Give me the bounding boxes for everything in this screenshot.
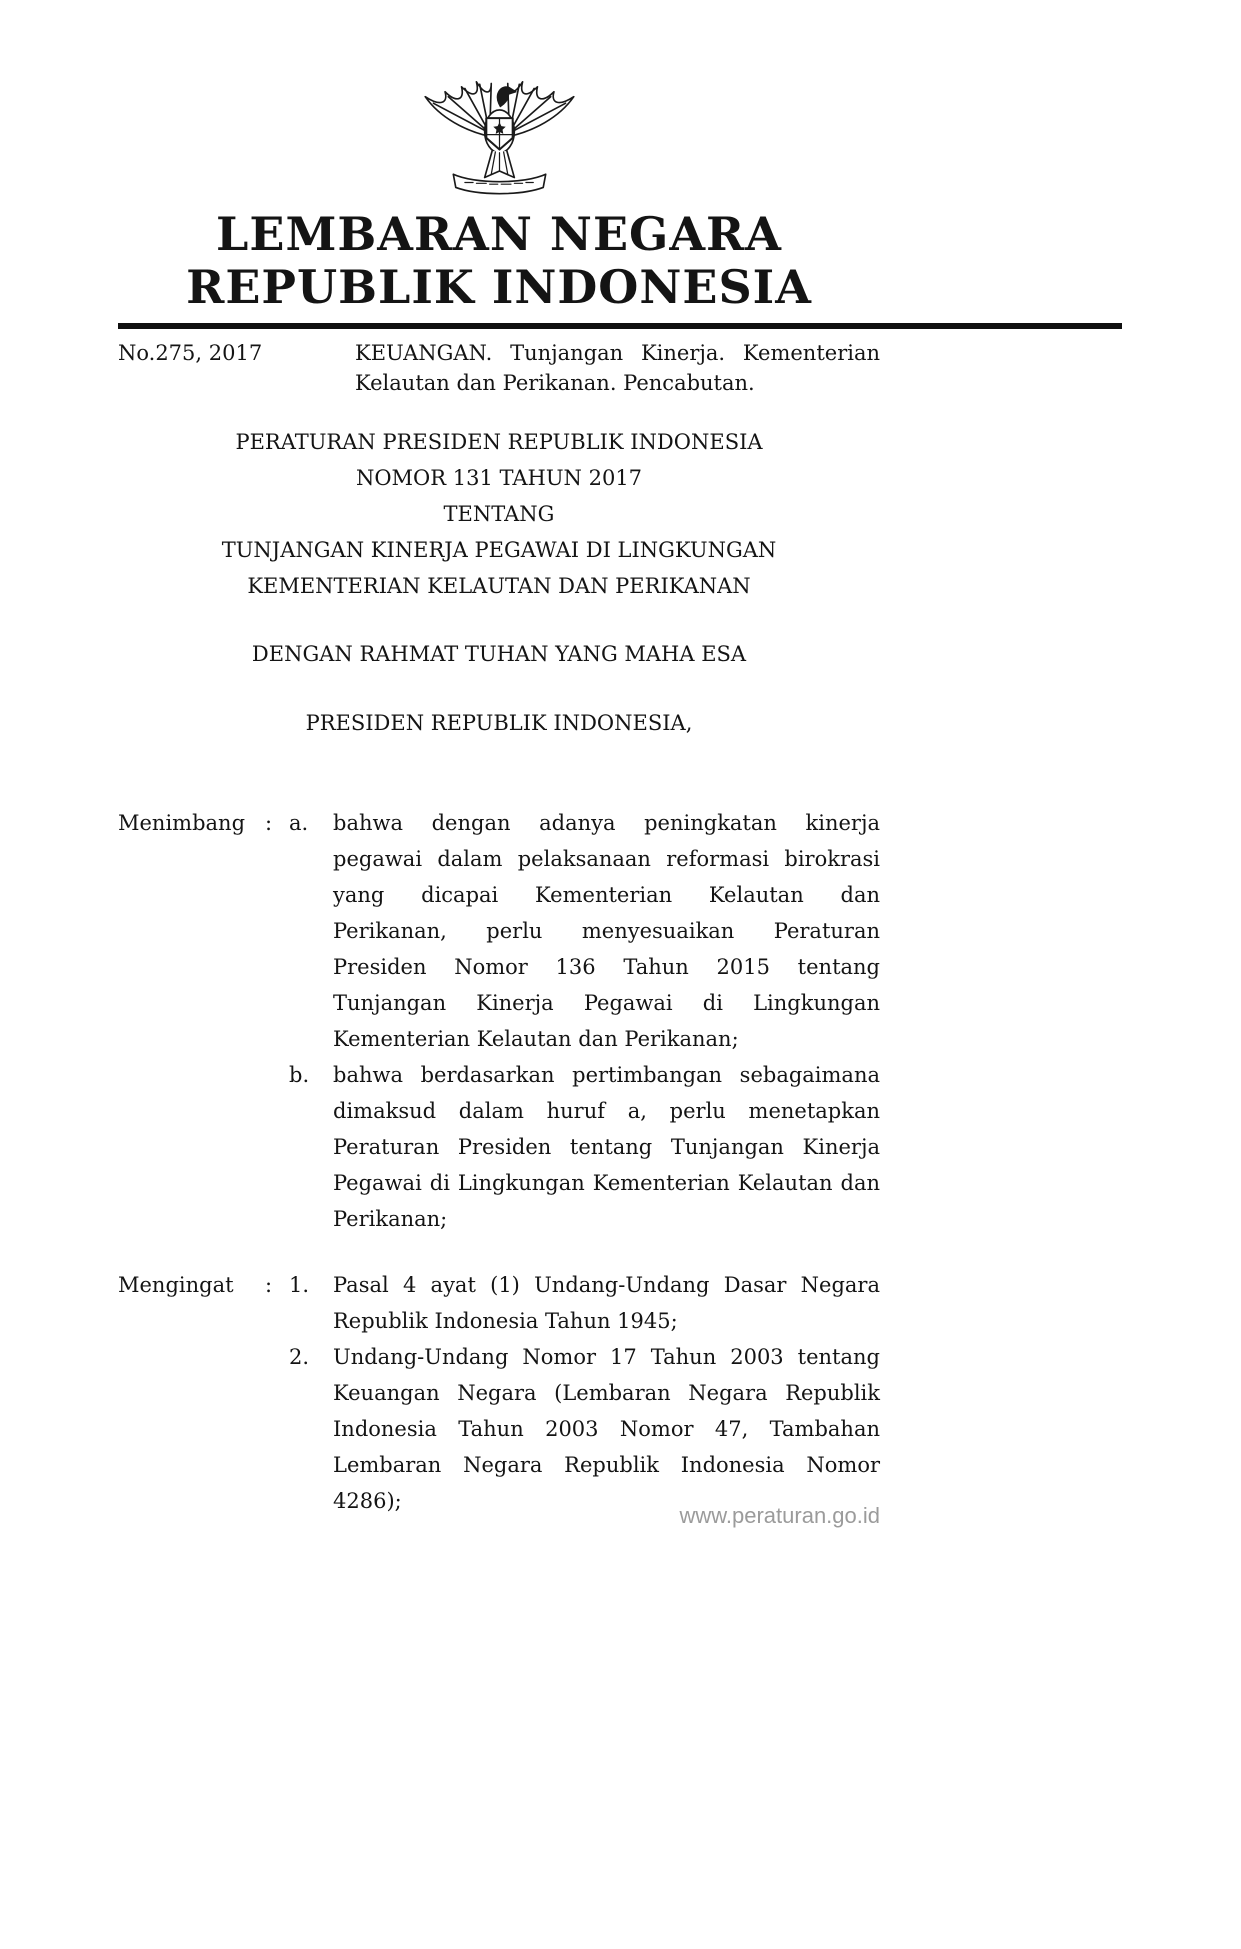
- menimbang-colon: :: [265, 811, 273, 835]
- masthead-line-2: REPUBLIK INDONESIA: [186, 260, 812, 314]
- menimbang-item-b: [289, 1057, 880, 1237]
- regulation-type-line: PERATURAN PRESIDEN REPUBLIK INDONESIA: [235, 430, 763, 454]
- mengingat-item-2: [289, 1339, 880, 1519]
- regulation-number-line: NOMOR 131 TAHUN 2017: [355, 466, 643, 490]
- garuda-pancasila-emblem: [417, 70, 582, 196]
- document-body: [118, 0, 880, 1519]
- masthead-rule-divider: [118, 323, 1122, 329]
- item-marker: 2.: [289, 1345, 310, 1369]
- mengingat-clause: [118, 1267, 880, 1519]
- menimbang-clause: [118, 805, 880, 1237]
- item-text: Undang-Undang Nomor 17 Tahun 2003 tentang Keuangan Negara (Lembaran Negara Republik Indonesia Tahun 2003 Nomor 47, Tambahan Lembaran Negara Republik Indonesia Nomor 4286);: [333, 1345, 880, 1513]
- item-text: bahwa berdasarkan pertimbangan sebagaimana dimaksud dalam huruf a, perlu menetapkan Peraturan Presiden tentang Tunjangan Kinerja Pegawai di Lingkungan Kementerian Kelautan dan Perikanan;: [333, 1063, 880, 1231]
- item-marker: 1.: [289, 1273, 310, 1297]
- item-text: Pasal 4 ayat (1) Undang-Undang Dasar Negara Republik Indonesia Tahun 1945;: [333, 1273, 880, 1333]
- gazette-number: No.275, 2017: [118, 341, 263, 365]
- mengingat-items: [289, 1267, 880, 1519]
- menimbang-items: [289, 805, 880, 1237]
- mengingat-colon: :: [265, 1273, 273, 1297]
- footer-url: www.peraturan.go.id: [679, 1503, 880, 1528]
- gazette-subject: KEUANGAN. Tunjangan Kinerja. Kementerian Kelautan dan Perikanan. Pencabutan.: [355, 341, 880, 395]
- regulation-subject-line-2: KEMENTERIAN KELAUTAN DAN PERIKANAN: [247, 574, 751, 598]
- gazette-masthead: [118, 208, 880, 314]
- mengingat-item-1: [289, 1267, 880, 1339]
- mengingat-label: Mengingat: [118, 1273, 234, 1297]
- regulation-title-block: [118, 424, 880, 604]
- regulation-tentang-line: TENTANG: [443, 502, 555, 526]
- menimbang-item-a: [289, 805, 880, 1057]
- invocation-line: DENGAN RAHMAT TUHAN YANG MAHA ESA: [251, 642, 747, 666]
- item-text: bahwa dengan adanya peningkatan kinerja pegawai dalam pelaksanaan reformasi birokrasi yang dicapai Kementerian Kelautan dan Perikanan, perlu menyesuaikan Peraturan Presiden Nomor 136 Tahun 2015 tentang Tunjangan Kinerja Pegawai di Lingkungan Kementerian Kelautan dan Perikanan;: [333, 811, 880, 1051]
- masthead-line-1: LEMBARAN NEGARA: [216, 207, 782, 261]
- item-marker: a.: [289, 811, 309, 835]
- gazette-header-row: [118, 338, 880, 398]
- regulation-subject-line-1: TUNJANGAN KINERJA PEGAWAI DI LINGKUNGAN: [221, 538, 777, 562]
- menimbang-label: Menimbang: [118, 811, 246, 835]
- item-marker: b.: [289, 1063, 310, 1087]
- issuer-line: PRESIDEN REPUBLIK INDONESIA,: [305, 711, 693, 735]
